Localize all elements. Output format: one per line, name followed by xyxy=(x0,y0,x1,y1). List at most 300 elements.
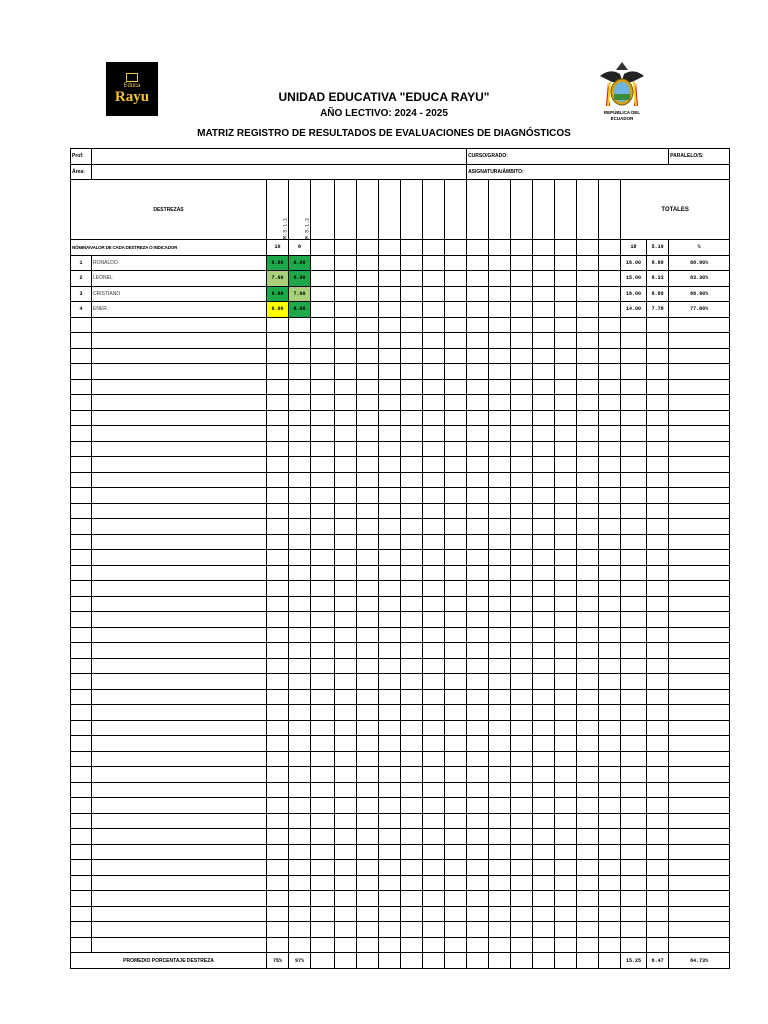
empty-cell[interactable] xyxy=(92,596,267,612)
empty-cell[interactable] xyxy=(489,674,511,690)
empty-cell[interactable] xyxy=(311,472,335,488)
empty-cell[interactable] xyxy=(467,364,489,380)
empty-cell[interactable] xyxy=(92,426,267,442)
empty-cell[interactable] xyxy=(599,782,621,798)
empty-cell[interactable] xyxy=(423,860,445,876)
empty-cell[interactable] xyxy=(577,503,599,519)
empty-cell[interactable] xyxy=(445,906,467,922)
empty-cell[interactable] xyxy=(599,457,621,473)
empty-cell[interactable] xyxy=(379,317,401,333)
empty-cell[interactable] xyxy=(267,410,289,426)
empty-cell[interactable] xyxy=(445,457,467,473)
empty-cell[interactable] xyxy=(555,441,577,457)
empty-cell[interactable] xyxy=(335,503,357,519)
empty-cell[interactable] xyxy=(445,348,467,364)
empty-cell[interactable] xyxy=(401,441,423,457)
empty-cell[interactable] xyxy=(401,937,423,953)
empty-cell[interactable] xyxy=(92,705,267,721)
empty-cell[interactable] xyxy=(533,441,555,457)
empty-cell[interactable] xyxy=(467,937,489,953)
empty-cell[interactable] xyxy=(599,767,621,783)
empty-cell[interactable] xyxy=(511,488,533,504)
empty-cell[interactable] xyxy=(335,720,357,736)
empty-cell[interactable] xyxy=(423,798,445,814)
empty-cell[interactable] xyxy=(289,705,311,721)
empty-cell[interactable] xyxy=(599,333,621,349)
empty-cell[interactable] xyxy=(401,829,423,845)
empty-cell[interactable] xyxy=(335,379,357,395)
empty-cell[interactable] xyxy=(335,333,357,349)
empty-cell[interactable] xyxy=(401,596,423,612)
empty-cell[interactable] xyxy=(489,813,511,829)
empty-cell[interactable] xyxy=(311,720,335,736)
empty-cell[interactable] xyxy=(92,472,267,488)
empty-cell[interactable] xyxy=(267,891,289,907)
empty-cell[interactable] xyxy=(445,751,467,767)
empty-cell[interactable] xyxy=(533,875,555,891)
empty-cell[interactable] xyxy=(267,720,289,736)
empty-cell[interactable] xyxy=(357,348,379,364)
empty-cell[interactable] xyxy=(511,705,533,721)
empty-cell[interactable] xyxy=(511,441,533,457)
empty-cell[interactable] xyxy=(467,813,489,829)
empty-cell[interactable] xyxy=(71,333,92,349)
empty-cell[interactable] xyxy=(401,565,423,581)
empty-cell[interactable] xyxy=(335,286,357,302)
empty-cell[interactable] xyxy=(311,271,335,287)
empty-cell[interactable] xyxy=(335,891,357,907)
empty-cell[interactable] xyxy=(445,426,467,442)
empty-cell[interactable] xyxy=(599,922,621,938)
empty-cell[interactable] xyxy=(445,782,467,798)
empty-cell[interactable] xyxy=(445,503,467,519)
empty-cell[interactable] xyxy=(533,720,555,736)
empty-cell[interactable] xyxy=(489,906,511,922)
student-score[interactable]: 8.00 xyxy=(289,302,311,318)
empty-cell[interactable] xyxy=(423,875,445,891)
empty-cell[interactable] xyxy=(445,581,467,597)
empty-cell[interactable] xyxy=(289,503,311,519)
empty-cell[interactable] xyxy=(357,751,379,767)
empty-cell[interactable] xyxy=(311,767,335,783)
empty-cell[interactable] xyxy=(401,891,423,907)
empty-cell[interactable] xyxy=(267,395,289,411)
empty-cell[interactable] xyxy=(511,379,533,395)
empty-cell[interactable] xyxy=(577,348,599,364)
empty-cell[interactable] xyxy=(511,922,533,938)
student-score[interactable]: 7.00 xyxy=(267,271,289,287)
empty-cell[interactable] xyxy=(357,550,379,566)
empty-cell[interactable] xyxy=(267,581,289,597)
empty-cell[interactable] xyxy=(423,426,445,442)
empty-cell[interactable] xyxy=(401,410,423,426)
empty-cell[interactable] xyxy=(71,503,92,519)
empty-cell[interactable] xyxy=(467,658,489,674)
empty-cell[interactable] xyxy=(92,829,267,845)
empty-cell[interactable] xyxy=(289,550,311,566)
empty-cell[interactable] xyxy=(311,519,335,535)
empty-cell[interactable] xyxy=(71,782,92,798)
empty-cell[interactable] xyxy=(311,457,335,473)
empty-cell[interactable] xyxy=(357,643,379,659)
empty-cell[interactable] xyxy=(533,565,555,581)
empty-cell[interactable] xyxy=(555,364,577,380)
empty-cell[interactable] xyxy=(311,906,335,922)
empty-cell[interactable] xyxy=(467,302,489,318)
empty-cell[interactable] xyxy=(599,658,621,674)
empty-cell[interactable] xyxy=(577,906,599,922)
empty-cell[interactable] xyxy=(71,751,92,767)
empty-cell[interactable] xyxy=(379,612,401,628)
empty-cell[interactable] xyxy=(555,782,577,798)
empty-cell[interactable] xyxy=(71,457,92,473)
empty-cell[interactable] xyxy=(445,643,467,659)
empty-cell[interactable] xyxy=(599,534,621,550)
empty-cell[interactable] xyxy=(555,379,577,395)
empty-cell[interactable] xyxy=(577,705,599,721)
empty-cell[interactable] xyxy=(577,674,599,690)
empty-cell[interactable] xyxy=(555,302,577,318)
empty-cell[interactable] xyxy=(71,519,92,535)
empty-cell[interactable] xyxy=(533,255,555,271)
empty-cell[interactable] xyxy=(555,643,577,659)
empty-cell[interactable] xyxy=(467,410,489,426)
empty-cell[interactable] xyxy=(599,612,621,628)
empty-cell[interactable] xyxy=(467,627,489,643)
empty-cell[interactable] xyxy=(555,426,577,442)
empty-cell[interactable] xyxy=(379,891,401,907)
empty-cell[interactable] xyxy=(445,472,467,488)
empty-cell[interactable] xyxy=(577,379,599,395)
empty-cell[interactable] xyxy=(511,844,533,860)
empty-cell[interactable] xyxy=(489,705,511,721)
empty-cell[interactable] xyxy=(445,844,467,860)
empty-cell[interactable] xyxy=(379,906,401,922)
empty-cell[interactable] xyxy=(489,782,511,798)
empty-cell[interactable] xyxy=(311,705,335,721)
empty-cell[interactable] xyxy=(289,441,311,457)
empty-cell[interactable] xyxy=(423,627,445,643)
empty-cell[interactable] xyxy=(311,255,335,271)
empty-cell[interactable] xyxy=(599,891,621,907)
empty-cell[interactable] xyxy=(357,519,379,535)
empty-cell[interactable] xyxy=(71,736,92,752)
empty-cell[interactable] xyxy=(92,658,267,674)
empty-cell[interactable] xyxy=(289,751,311,767)
empty-cell[interactable] xyxy=(533,457,555,473)
empty-cell[interactable] xyxy=(357,705,379,721)
empty-cell[interactable] xyxy=(555,891,577,907)
empty-cell[interactable] xyxy=(379,922,401,938)
empty-cell[interactable] xyxy=(599,472,621,488)
empty-cell[interactable] xyxy=(533,705,555,721)
empty-cell[interactable] xyxy=(533,534,555,550)
empty-cell[interactable] xyxy=(423,829,445,845)
empty-cell[interactable] xyxy=(92,875,267,891)
empty-cell[interactable] xyxy=(511,875,533,891)
empty-cell[interactable] xyxy=(489,612,511,628)
empty-cell[interactable] xyxy=(489,689,511,705)
empty-cell[interactable] xyxy=(92,643,267,659)
empty-cell[interactable] xyxy=(289,627,311,643)
empty-cell[interactable] xyxy=(311,426,335,442)
empty-cell[interactable] xyxy=(71,705,92,721)
empty-cell[interactable] xyxy=(445,488,467,504)
empty-cell[interactable] xyxy=(423,813,445,829)
empty-cell[interactable] xyxy=(289,364,311,380)
empty-cell[interactable] xyxy=(489,550,511,566)
empty-cell[interactable] xyxy=(577,829,599,845)
empty-cell[interactable] xyxy=(379,581,401,597)
empty-cell[interactable] xyxy=(599,271,621,287)
empty-cell[interactable] xyxy=(379,782,401,798)
empty-cell[interactable] xyxy=(467,472,489,488)
empty-cell[interactable] xyxy=(379,255,401,271)
empty-cell[interactable] xyxy=(467,581,489,597)
empty-cell[interactable] xyxy=(555,627,577,643)
empty-cell[interactable] xyxy=(445,627,467,643)
empty-cell[interactable] xyxy=(467,720,489,736)
empty-cell[interactable] xyxy=(335,534,357,550)
empty-cell[interactable] xyxy=(357,612,379,628)
empty-cell[interactable] xyxy=(379,503,401,519)
empty-cell[interactable] xyxy=(71,550,92,566)
empty-cell[interactable] xyxy=(445,689,467,705)
empty-cell[interactable] xyxy=(71,829,92,845)
empty-cell[interactable] xyxy=(379,364,401,380)
empty-cell[interactable] xyxy=(357,798,379,814)
empty-cell[interactable] xyxy=(533,271,555,287)
empty-cell[interactable] xyxy=(401,860,423,876)
empty-cell[interactable] xyxy=(577,937,599,953)
empty-cell[interactable] xyxy=(423,612,445,628)
empty-cell[interactable] xyxy=(511,596,533,612)
empty-cell[interactable] xyxy=(555,689,577,705)
empty-cell[interactable] xyxy=(423,395,445,411)
empty-cell[interactable] xyxy=(401,705,423,721)
empty-cell[interactable] xyxy=(467,705,489,721)
empty-cell[interactable] xyxy=(71,798,92,814)
empty-cell[interactable] xyxy=(379,643,401,659)
empty-cell[interactable] xyxy=(533,643,555,659)
empty-cell[interactable] xyxy=(379,457,401,473)
empty-cell[interactable] xyxy=(267,379,289,395)
empty-cell[interactable] xyxy=(379,519,401,535)
empty-cell[interactable] xyxy=(379,596,401,612)
empty-cell[interactable] xyxy=(267,860,289,876)
empty-cell[interactable] xyxy=(445,271,467,287)
empty-cell[interactable] xyxy=(489,441,511,457)
empty-cell[interactable] xyxy=(357,255,379,271)
empty-cell[interactable] xyxy=(467,519,489,535)
empty-cell[interactable] xyxy=(311,534,335,550)
empty-cell[interactable] xyxy=(467,426,489,442)
empty-cell[interactable] xyxy=(489,426,511,442)
empty-cell[interactable] xyxy=(467,286,489,302)
empty-cell[interactable] xyxy=(423,379,445,395)
empty-cell[interactable] xyxy=(92,379,267,395)
empty-cell[interactable] xyxy=(311,751,335,767)
empty-cell[interactable] xyxy=(379,767,401,783)
empty-cell[interactable] xyxy=(599,798,621,814)
empty-cell[interactable] xyxy=(267,550,289,566)
empty-cell[interactable] xyxy=(335,565,357,581)
empty-cell[interactable] xyxy=(401,875,423,891)
empty-cell[interactable] xyxy=(401,612,423,628)
empty-cell[interactable] xyxy=(401,519,423,535)
empty-cell[interactable] xyxy=(357,379,379,395)
empty-cell[interactable] xyxy=(289,689,311,705)
empty-cell[interactable] xyxy=(289,457,311,473)
empty-cell[interactable] xyxy=(533,596,555,612)
empty-cell[interactable] xyxy=(489,844,511,860)
empty-cell[interactable] xyxy=(289,674,311,690)
empty-cell[interactable] xyxy=(311,379,335,395)
empty-cell[interactable] xyxy=(423,255,445,271)
empty-cell[interactable] xyxy=(533,302,555,318)
empty-cell[interactable] xyxy=(511,395,533,411)
area-field[interactable] xyxy=(92,164,467,180)
empty-cell[interactable] xyxy=(311,333,335,349)
empty-cell[interactable] xyxy=(71,565,92,581)
empty-cell[interactable] xyxy=(267,565,289,581)
empty-cell[interactable] xyxy=(423,534,445,550)
empty-cell[interactable] xyxy=(379,565,401,581)
empty-cell[interactable] xyxy=(379,410,401,426)
empty-cell[interactable] xyxy=(379,627,401,643)
empty-cell[interactable] xyxy=(335,860,357,876)
empty-cell[interactable] xyxy=(489,829,511,845)
empty-cell[interactable] xyxy=(533,891,555,907)
empty-cell[interactable] xyxy=(311,317,335,333)
empty-cell[interactable] xyxy=(555,612,577,628)
empty-cell[interactable] xyxy=(357,333,379,349)
empty-cell[interactable] xyxy=(335,689,357,705)
empty-cell[interactable] xyxy=(511,829,533,845)
empty-cell[interactable] xyxy=(423,333,445,349)
empty-cell[interactable] xyxy=(289,720,311,736)
empty-cell[interactable] xyxy=(555,488,577,504)
empty-cell[interactable] xyxy=(577,782,599,798)
empty-cell[interactable] xyxy=(445,565,467,581)
empty-cell[interactable] xyxy=(423,674,445,690)
empty-cell[interactable] xyxy=(555,472,577,488)
empty-cell[interactable] xyxy=(267,317,289,333)
empty-cell[interactable] xyxy=(599,581,621,597)
empty-cell[interactable] xyxy=(92,333,267,349)
empty-cell[interactable] xyxy=(401,333,423,349)
empty-cell[interactable] xyxy=(311,627,335,643)
empty-cell[interactable] xyxy=(423,736,445,752)
empty-cell[interactable] xyxy=(401,736,423,752)
empty-cell[interactable] xyxy=(599,348,621,364)
empty-cell[interactable] xyxy=(599,674,621,690)
empty-cell[interactable] xyxy=(357,410,379,426)
empty-cell[interactable] xyxy=(599,736,621,752)
empty-cell[interactable] xyxy=(533,767,555,783)
empty-cell[interactable] xyxy=(357,286,379,302)
empty-cell[interactable] xyxy=(289,596,311,612)
empty-cell[interactable] xyxy=(71,317,92,333)
empty-cell[interactable] xyxy=(357,829,379,845)
empty-cell[interactable] xyxy=(599,255,621,271)
empty-cell[interactable] xyxy=(311,503,335,519)
empty-cell[interactable] xyxy=(533,317,555,333)
empty-cell[interactable] xyxy=(401,782,423,798)
empty-cell[interactable] xyxy=(577,767,599,783)
empty-cell[interactable] xyxy=(335,317,357,333)
empty-cell[interactable] xyxy=(533,751,555,767)
empty-cell[interactable] xyxy=(577,720,599,736)
empty-cell[interactable] xyxy=(533,503,555,519)
empty-cell[interactable] xyxy=(489,922,511,938)
empty-cell[interactable] xyxy=(511,658,533,674)
empty-cell[interactable] xyxy=(335,581,357,597)
empty-cell[interactable] xyxy=(267,844,289,860)
empty-cell[interactable] xyxy=(92,550,267,566)
empty-cell[interactable] xyxy=(511,767,533,783)
empty-cell[interactable] xyxy=(289,333,311,349)
empty-cell[interactable] xyxy=(467,798,489,814)
empty-cell[interactable] xyxy=(71,643,92,659)
empty-cell[interactable] xyxy=(577,364,599,380)
empty-cell[interactable] xyxy=(92,441,267,457)
empty-cell[interactable] xyxy=(267,457,289,473)
empty-cell[interactable] xyxy=(555,317,577,333)
empty-cell[interactable] xyxy=(357,441,379,457)
empty-cell[interactable] xyxy=(533,333,555,349)
empty-cell[interactable] xyxy=(577,643,599,659)
empty-cell[interactable] xyxy=(445,519,467,535)
empty-cell[interactable] xyxy=(71,875,92,891)
empty-cell[interactable] xyxy=(357,736,379,752)
empty-cell[interactable] xyxy=(423,751,445,767)
empty-cell[interactable] xyxy=(379,736,401,752)
empty-cell[interactable] xyxy=(467,596,489,612)
empty-cell[interactable] xyxy=(533,364,555,380)
empty-cell[interactable] xyxy=(311,844,335,860)
empty-cell[interactable] xyxy=(335,875,357,891)
empty-cell[interactable] xyxy=(533,581,555,597)
empty-cell[interactable] xyxy=(511,813,533,829)
empty-cell[interactable] xyxy=(599,705,621,721)
empty-cell[interactable] xyxy=(401,286,423,302)
empty-cell[interactable] xyxy=(71,891,92,907)
empty-cell[interactable] xyxy=(533,472,555,488)
empty-cell[interactable] xyxy=(467,333,489,349)
empty-cell[interactable] xyxy=(357,689,379,705)
empty-cell[interactable] xyxy=(577,798,599,814)
empty-cell[interactable] xyxy=(445,534,467,550)
empty-cell[interactable] xyxy=(311,891,335,907)
empty-cell[interactable] xyxy=(311,658,335,674)
empty-cell[interactable] xyxy=(445,395,467,411)
empty-cell[interactable] xyxy=(401,581,423,597)
empty-cell[interactable] xyxy=(379,379,401,395)
empty-cell[interactable] xyxy=(445,286,467,302)
empty-cell[interactable] xyxy=(92,534,267,550)
empty-cell[interactable] xyxy=(489,627,511,643)
empty-cell[interactable] xyxy=(555,333,577,349)
empty-cell[interactable] xyxy=(555,906,577,922)
empty-cell[interactable] xyxy=(467,488,489,504)
empty-cell[interactable] xyxy=(533,782,555,798)
empty-cell[interactable] xyxy=(599,813,621,829)
empty-cell[interactable] xyxy=(511,689,533,705)
empty-cell[interactable] xyxy=(599,426,621,442)
empty-cell[interactable] xyxy=(467,348,489,364)
empty-cell[interactable] xyxy=(445,922,467,938)
